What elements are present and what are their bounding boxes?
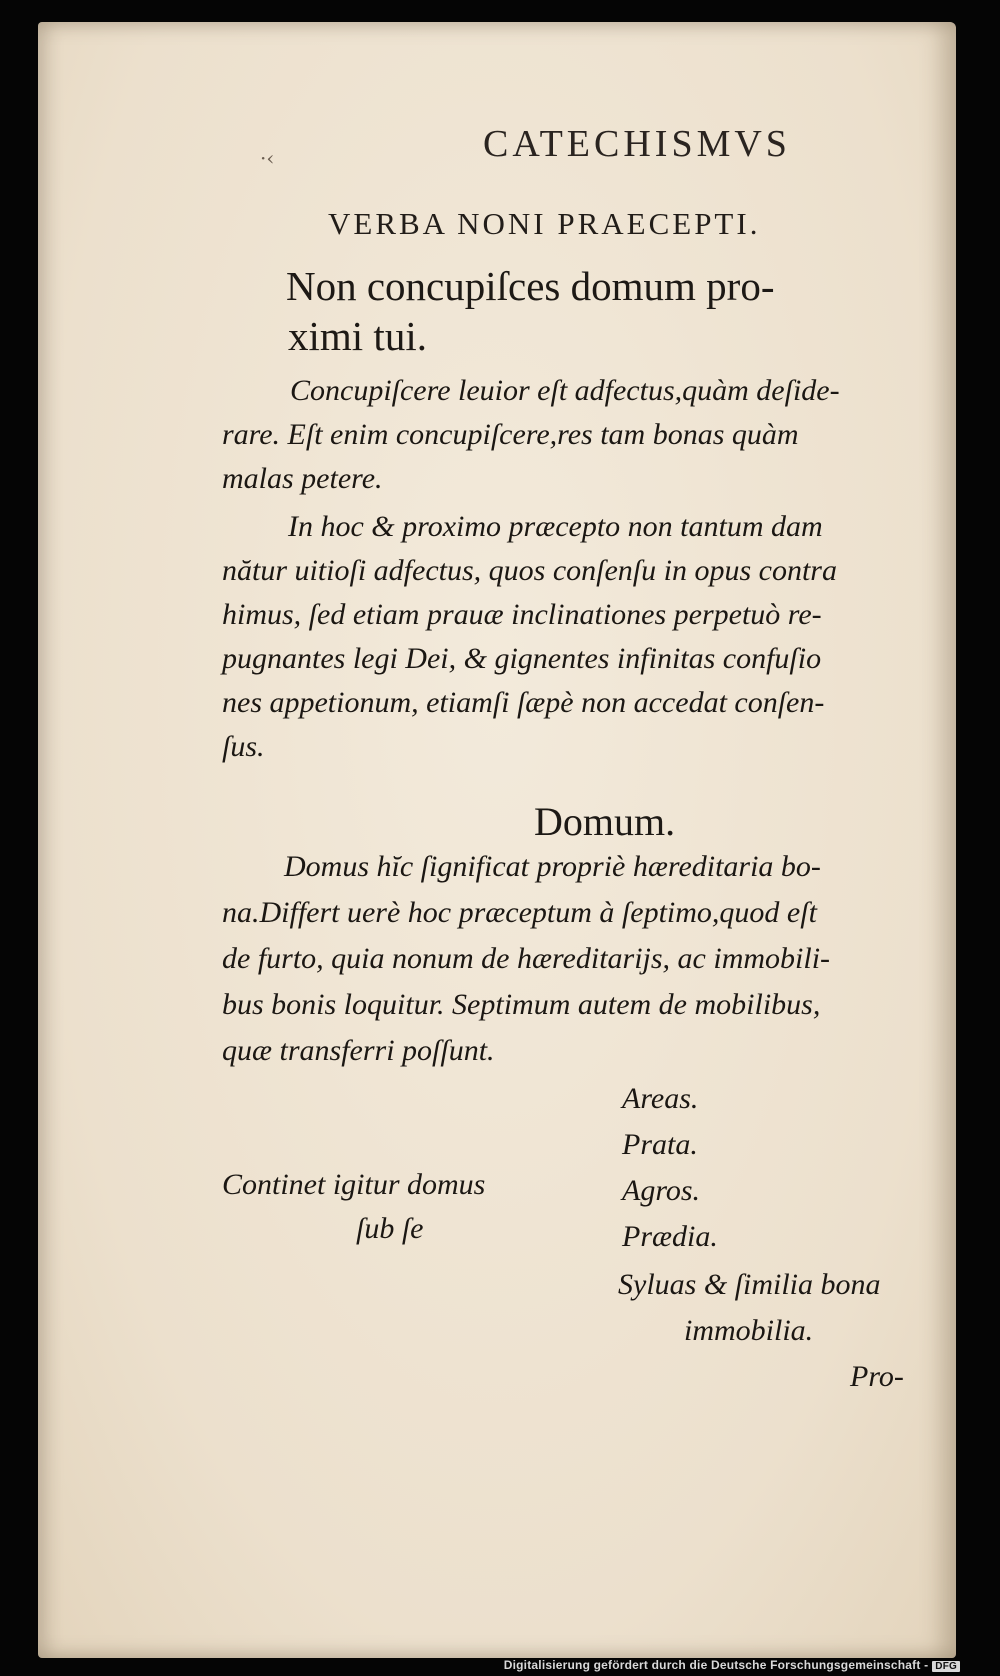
para2-line-3: himus, ſed etiam prauæ inclinationes perpetuò re- [222,598,822,631]
para2-line-6: ſus. [222,730,265,763]
list-item: Agros. [622,1174,701,1207]
list-item: Areas. [622,1082,699,1115]
commandment-line-1: Non concupiſces domum pro- [286,263,775,309]
digitization-credit [504,1658,960,1672]
para3-line-4: bus bonis loquitur. Septimum autem de mobilibus, [222,988,821,1021]
list-item: Prædia. [622,1220,718,1253]
para2-line-2: nătur uitioſi adfectus, quos conſenſu in opus contra [222,554,837,587]
para2-line-1: In hoc & proximo præcepto non tantum dam [288,510,823,543]
para1-line-1: Concupiſcere leuior eſt adfectus,quàm deſide- [290,374,840,407]
para3-line-1: Domus hĭc ſignificat propriè hæreditaria bo- [284,850,821,883]
margin-mark: ·‹ [260,146,275,170]
catchword: Pro- [850,1360,904,1393]
dfg-logo: DFG [932,1661,960,1672]
list-item: immobilia. [684,1314,814,1347]
para1-line-3: malas petere. [222,462,383,495]
para2-line-5: nes appetionum, etiamſi ſæpè non accedat conſen- [222,686,825,719]
book-page [38,22,956,1658]
list-item: Syluas & ſimilia bona [618,1268,881,1301]
running-header: CATECHISMVS [483,123,791,165]
list-intro-line-2: ſub ſe [356,1212,424,1245]
list-item: Prata. [622,1128,698,1161]
commandment-line-2: ximi tui. [288,313,427,359]
list-intro-line-1: Continet igitur domus [222,1168,486,1201]
para3-line-2: na.Differt uerè hoc præceptum à ſeptimo,quod eſt [222,896,817,929]
para1-line-2: rare. Eſt enim concupiſcere,res tam bonas quàm [222,418,799,451]
para3-line-5: quæ transferri poſſunt. [222,1034,495,1067]
section-title: VERBA NONI PRAECEPTI. [328,206,761,241]
credit-text: Digitalisierung gefördert durch die Deutsche Forschungsgemeinschaft - [503,1658,929,1672]
section-heading: Domum. [534,799,676,844]
para2-line-4: pugnantes legi Dei, & gignentes infinitas confuſio [222,642,822,675]
para3-line-3: de furto, quia nonum de hæreditarijs, ac immobili- [222,942,831,975]
